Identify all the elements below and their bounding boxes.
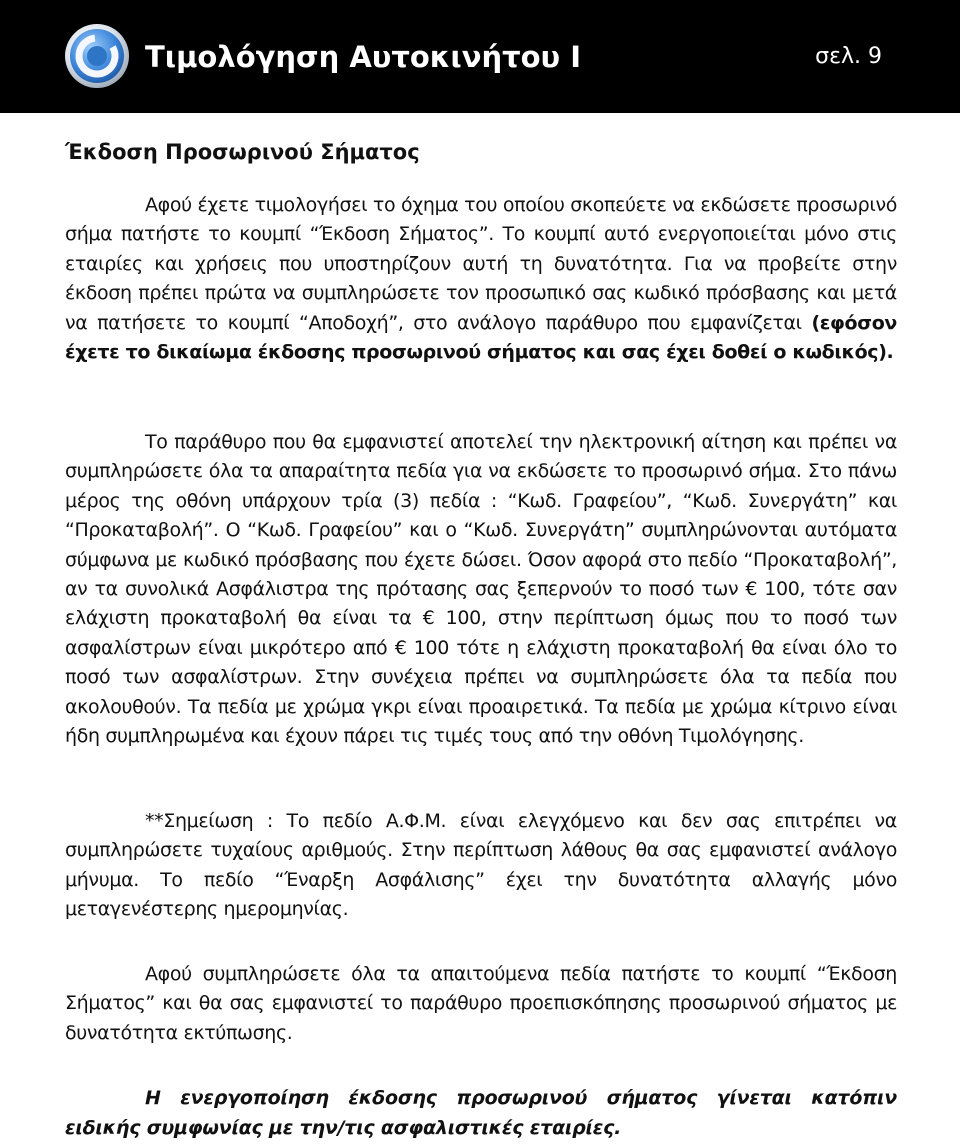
section-heading: Έκδοση Προσωρινού Σήματος <box>65 140 420 164</box>
document-title: Τιμολόγηση Αυτοκινήτου Ι <box>145 40 582 74</box>
page-header <box>0 0 960 113</box>
paragraph-form-description: Το παράθυρο που θα εμφανιστεί αποτελεί την ηλεκτρονική αίτηση και πρέπει να συμπληρώσετε όλα τα απαραίτητα πεδία για να εκδώσετε το προσωρινό σήμα. Στο πάνω μέρος της οθόνη υπάρχουν τρία (3) πεδία : “Κωδ. Γραφείου”, “Κωδ. Συνεργάτη” και “Προκαταβολή”. Ο “Κωδ. Γραφείου” και ο “Κωδ. Συνεργάτη” συμπληρώνονται αυτόματα σύμφωνα με κωδικό πρόσβασης που έχετε δώσει. Όσον αφορά στο πεδίο “Προκαταβολή”, αν τα συνολικά Ασφάλιστρα της πρότασης σας ξεπερνούν το ποσό των € 100, τότε σαν ελάχιστη προκαταβολή θα είναι τα € 100, στην περίπτωση όμως που το ποσό των ασφαλίστρων είναι μικρότερο από € 100 τότε η ελάχιστη προκαταβολή θα είναι όλο το ποσό των ασφαλίστρων. Στην συνέχεια πρέπει να συμπληρώσετε όλα τα πεδία που ακολουθούν. Τα πεδία με χρώμα γκρι είναι προαιρετικά. Τα πεδία με χρώμα κίτρινο είναι ήδη συμπληρωμένα και έχουν πάρει τις τιμές τους από την οθόνη Τιμολόγησης. <box>65 431 897 748</box>
closing-statement: Η ενεργοποίηση έκδοσης προσωρινού σήματος γίνεται κατόπιν ειδικής συμφωνίας με την/τις ασφαλιστικές εταιρίες. <box>65 1087 897 1139</box>
paragraph-issue-instructions: Αφού συμπληρώσετε όλα τα απαιτούμενα πεδία πατήστε το κουμπί “Έκδοση Σήματος” και θα σας εμφανιστεί το παράθυρο προεπισκόπησης προσωρινού σήματος με δυνατότητα εκτύπωσης. <box>65 963 897 1044</box>
page-number: σελ. 9 <box>815 44 882 69</box>
paragraph-intro-text: Αφού έχετε τιμολογήσει το όχημα του οποίου σκοπεύετε να εκδώσετε προσωρινό σήμα πατήστε το κουμπί “Έκδοση Σήματος”. Το κουμπί αυτό ενεργοποιείται μόνο στις εταιρίες και χρήσεις που υποστηρίζουν αυτή τη δυνατότητα. Για να προβείτε στην έκδοση πρέπει πρώτα να συμπληρώσετε τον προσωπικό σας κωδικό πρόσβασης και μετά να πατήσετε το κουμπί “Αποδοχή”, στο ανάλογο παράθυρο που εμφανίζεται <box>65 194 897 334</box>
ring-logo-icon <box>64 23 130 89</box>
paragraph-note: **Σημείωση : Το πεδίο Α.Φ.Μ. είναι ελεγχόμενο και δεν σας επιτρέπει να συμπληρώσετε τυχαίους αριθμούς. Στην περίπτωση λάθους θα σας εμφανιστεί ανάλογο μήνυμα. Το πεδίο “Έναρξη Ασφάλισης” έχει την δυνατότητα αλλαγής μόνο μεταγενέστερης ημερομηνίας. <box>65 810 897 921</box>
paragraph-intro-bold: (εφόσον έχετε το δικαίωμα έκδοσης προσωρινού σήματος και σας έχει δοθεί ο κωδικός). <box>65 311 897 364</box>
paragraph-intro <box>65 191 897 367</box>
